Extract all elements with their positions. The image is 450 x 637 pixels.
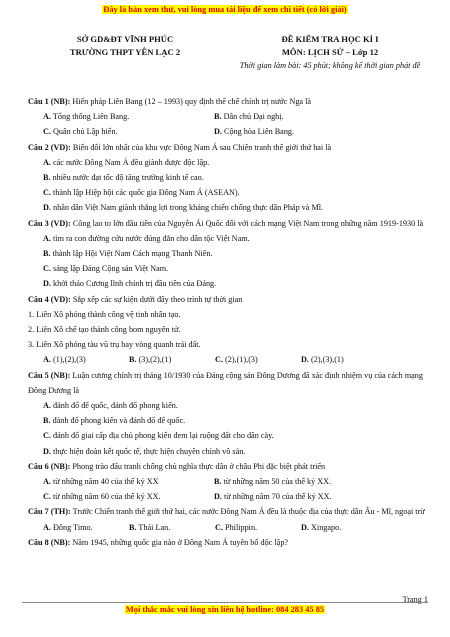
option-text: khởi thảo Cương lĩnh chính trị đầu tiên của Đảng. [53,279,217,289]
question-text: Luận cương chính trị tháng 10/1930 của Đảng cộng sản Đông Dương đã xác định nhiệm vụ của cách mạng Đông Dương là [28,370,423,395]
option-key: D. [214,127,222,137]
option-text: tìm ra con đường cứu nước đúng đắn cho dân tộc Việt Nam. [53,233,250,243]
option-text: từ những năm 70 của thế kỷ XX. [224,492,332,502]
event-item: 2. Liên Xô chế tạo thành công bom nguyên tử. [28,325,181,335]
answer-option [28,413,436,428]
option-key: D. [301,355,309,365]
question-stem [28,94,436,109]
option-key: C. [215,522,223,532]
option-key: C. [43,431,51,441]
option-row [28,124,436,139]
option-text: sáng lập Đảng Cộng sản Việt Nam. [53,264,169,274]
question-label: Câu 4 (VD): [28,294,71,304]
option-key: A. [43,233,51,243]
answer-option [301,520,387,535]
option-text: Philippin. [225,522,258,532]
option-text: (1),(2),(3) [53,355,86,365]
answer-option [28,398,436,413]
option-text: nhân dân Việt Nam giành thắng lợi trong kháng chiến chống thực dân Pháp và Mĩ. [53,203,324,213]
event-item: 3. Liên Xô phóng tàu vũ trụ bay vòng quanh trái đất. [28,340,201,350]
answer-option [301,352,387,367]
option-key: B. [129,355,137,365]
question-text: Biến đổi lớn nhất của khu vực Đông Nam Á sau Chiến tranh thế giới thứ hai là [72,142,332,152]
question-label: Câu 3 (VD): [28,218,71,228]
question-text: Phong trào đấu tranh chống chủ nghĩa thực dân ở châu Phi đặc biệt phát triển [72,461,326,471]
option-key: A. [43,401,51,411]
answer-option [28,200,436,215]
option-text: Thái Lan. [138,522,171,532]
option-text: Tổng thống Liên Bang. [52,112,130,122]
option-text: Xingapo. [311,522,342,532]
option-text: đánh đổ đế quốc, đánh đổ phong kiến. [53,401,178,411]
footer-divider [22,602,428,603]
option-row [28,109,436,124]
option-text: từ những năm 60 của thế kỷ XX. [53,492,161,502]
exam-time-note: Thời gian làm bài: 45 phút; không kể thời gian phát đề [239,61,421,70]
answer-option [43,489,214,504]
option-key: C. [43,492,51,502]
question-stem [28,504,436,519]
option-text: Quân chủ Lập hiến. [53,127,118,137]
answer-option [28,155,436,170]
answer-option [43,352,129,367]
option-key: D. [43,279,51,289]
question-stem [28,368,436,398]
department-name: SỞ GD&ĐT VĨNH PHÚC [76,34,174,44]
school-name: TRƯỜNG THPT YÊN LẠC 2 [69,47,181,57]
option-text: thành lập Hiệp hội các quốc gia Đông Nam Á (ASEAN). [53,188,240,198]
exam-header [220,33,440,72]
answer-option [129,520,215,535]
option-text: Cộng hòa Liên Bang. [224,127,295,137]
answer-option [43,474,214,489]
question-label: Câu 1 (NB): [28,97,71,106]
option-row [28,489,436,504]
option-text: (3),(2),(1) [138,355,172,365]
option-key: D. [301,522,309,532]
option-text: đánh đổ giai cấp địa chủ phong kiến đem lại ruộng đất cho dân cày. [53,431,274,441]
option-key: A. [43,112,51,122]
option-key: A. [43,522,51,532]
option-key: C. [43,264,51,274]
answer-option [43,124,214,139]
page-number: Trang 1 [402,595,428,604]
option-text: từ những năm 40 của thế kỷ XX [53,477,159,487]
question-label: Câu 8 (NB): [28,537,71,547]
option-key: B. [214,477,222,487]
option-key: C. [43,127,51,137]
question-list [28,94,436,550]
option-key: B. [43,416,51,426]
answer-option [129,352,215,367]
option-key: B. [43,173,51,183]
question-stem [28,216,436,231]
option-text: từ những năm 50 của thế kỷ XX. [223,477,332,487]
option-key: C. [215,355,223,365]
answer-option [28,246,436,261]
option-key: D. [43,203,51,213]
answer-option [28,170,436,185]
question-text: Năm 1945, những quốc gia nào ở Đông Nam Á tuyên bố độc lập? [72,537,289,547]
option-text: đánh đổ phong kiến và đánh đổ đế quốc. [52,416,186,426]
answer-option [28,276,436,291]
question-text: Trước Chiến tranh thế giới thứ hai, các nước Đông Nam Á đều là thuộc địa của thực dân Âu - Mĩ, ngoại trừ [72,507,425,517]
option-text: thành lập Hội Việt Nam Cách mạng Thanh Niên. [52,249,213,259]
exam-title: ĐỀ KIỂM TRA HỌC KÌ I [281,34,379,44]
option-key: B. [214,112,222,122]
option-text: Dân chủ Đại nghị. [223,112,284,122]
question-stem [28,292,436,307]
option-key: A. [43,355,51,365]
question-label: Câu 2 (VD): [28,142,71,152]
option-text: (2),(3),(1) [311,355,344,365]
question-text: Công lao to lớn đầu tiên của Nguyễn Ái Quốc đối với cách mạng Việt Nam trong những năm 1919-1930 là [72,218,424,228]
option-key: A. [43,477,51,487]
question-label: Câu 7 (TH): [28,507,71,517]
option-key: B. [43,249,51,259]
question-label: Câu 5 (NB): [28,370,71,380]
answer-option [214,489,385,504]
answer-option [28,444,436,459]
question-text: Sắp xếp các sự kiện dưới đây theo trình tự thời gian [72,294,243,304]
hotline-banner: Mọi thắc mắc vui lòng xin liên hệ hotline: 084 283 45 85 [125,605,325,614]
option-text: các nước Đông Nam Á đều giành được độc lập. [53,157,210,167]
answer-option [28,428,436,443]
exam-subject: MÔN: LỊCH SỬ – Lớp 12 [281,47,379,57]
preview-notice-banner: Đây là bản xem thử, vui lòng mua tài liệu để xem chi tiết (có lời giải) [103,5,347,14]
question-stem [28,459,436,474]
option-key: C. [43,188,51,198]
answer-option [28,185,436,200]
option-text: Đông Timo. [53,522,93,532]
answer-option [214,109,385,124]
answer-option [43,520,129,535]
question-stem [28,140,436,155]
option-key: A. [43,157,51,167]
question-label: Câu 6 (NB): [28,461,71,471]
answer-option [28,231,436,246]
option-key: B. [129,522,137,532]
answer-option [215,352,301,367]
option-row [28,352,436,367]
answer-option [28,261,436,276]
event-item: 1. Liên Xô phóng thành công vệ tinh nhân tạo. [28,309,181,319]
question-text: Hiến pháp Liên Bang (12 – 1993) quy định thể chế chính trị nước Nga là [72,97,312,106]
option-text: nhiều nước đạt tốc độ tăng trưởng kinh tế cao. [52,173,204,183]
answer-option [43,109,214,124]
option-row [28,474,436,489]
question-stem [28,535,436,550]
option-key: D. [214,492,222,502]
school-header [20,33,230,59]
answer-option [214,474,385,489]
option-text: thực hiện đoàn kết quốc tế, thực hiện chuyên chính vô sản. [53,446,246,456]
answer-option [214,124,385,139]
option-text: (2),(1),(3) [225,355,258,365]
answer-option [215,520,301,535]
option-row [28,520,436,535]
option-key: D. [43,446,51,456]
